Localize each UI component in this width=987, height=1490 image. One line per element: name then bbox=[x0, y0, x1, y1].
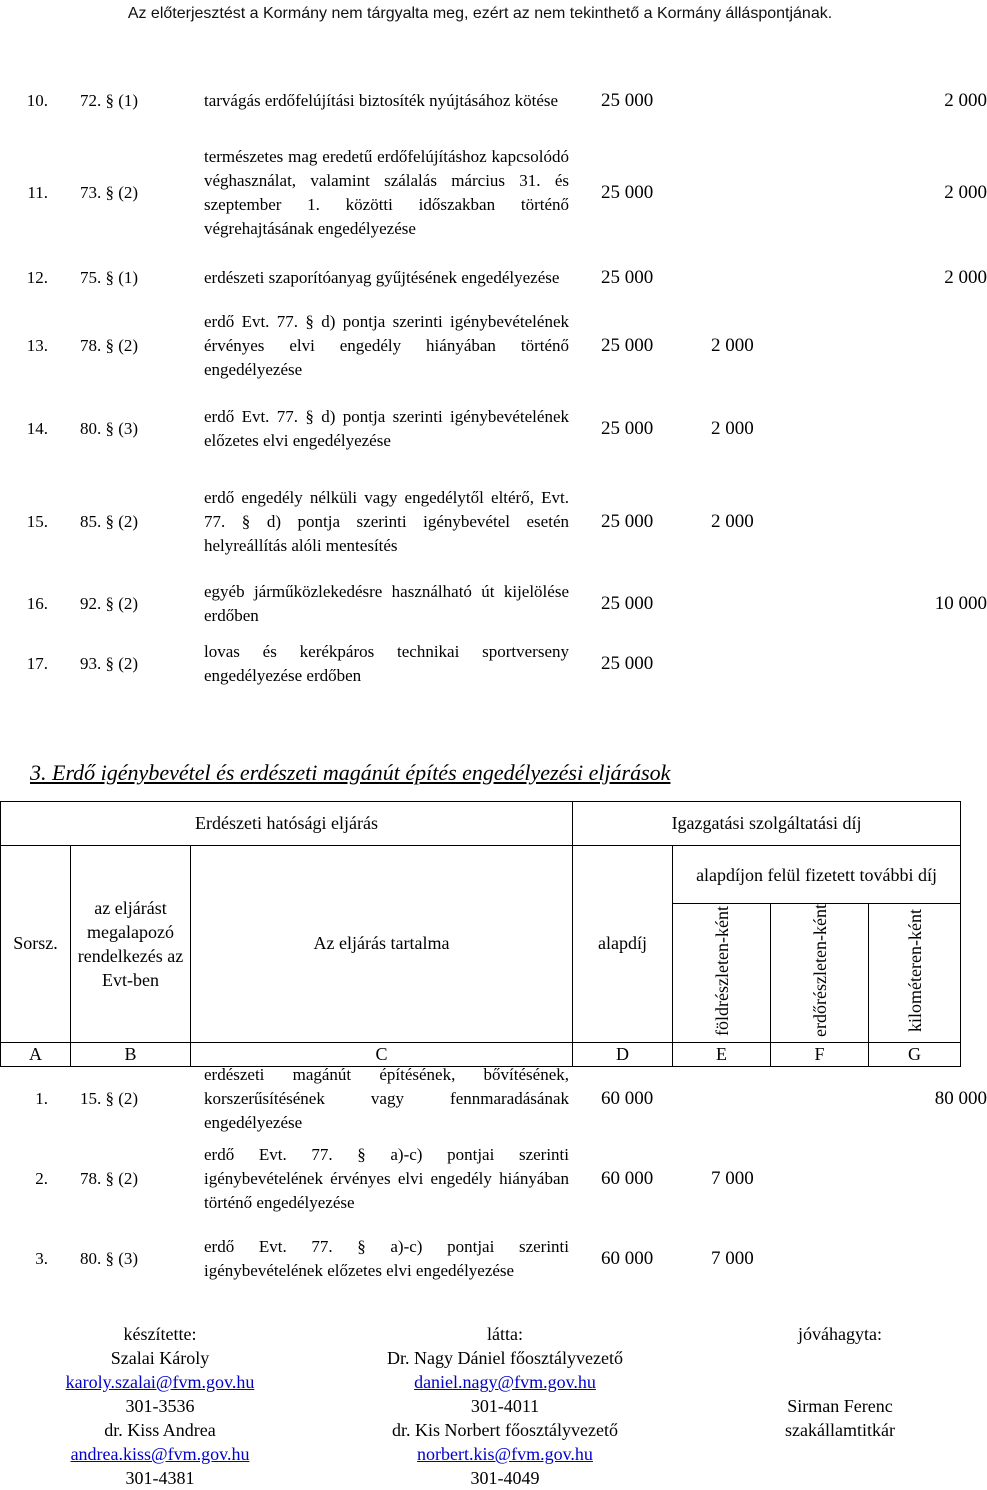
row-fee-f bbox=[811, 68, 891, 134]
row-description: erdő Evt. 77. § a)-c) pontjai szerinti igénybevételének érvényes elvi engedély hiányában történő engedélyezése bbox=[204, 1145, 569, 1212]
row-fee-f bbox=[811, 252, 891, 304]
row-description: erdészeti magánút építésének, bővítésének, korszerűsítésének vagy fennmaradásának engedélyezése bbox=[204, 1065, 569, 1132]
signature-approved-by bbox=[750, 1322, 930, 1442]
reviewed-label: látta: bbox=[487, 1324, 523, 1344]
row-fee-g bbox=[891, 634, 987, 694]
preparer-phone-2: 301-4381 bbox=[125, 1468, 195, 1488]
preparer-email-2[interactable]: andrea.kiss@fvm.gov.hu bbox=[70, 1444, 250, 1464]
row-number: 1. bbox=[35, 1089, 48, 1108]
approved-label: jóváhagyta: bbox=[798, 1324, 882, 1344]
row-paragraph: 80. § (3) bbox=[80, 1249, 139, 1268]
row-description: erdő Evt. 77. § d) pontja szerinti igénybevételének érvényes elvi engedély hiányában történő engedélyezése bbox=[204, 312, 569, 379]
reviewer-phone-2: 301-4049 bbox=[470, 1468, 540, 1488]
row-paragraph: 72. § (1) bbox=[80, 91, 139, 110]
row-base-fee: 60 000 bbox=[601, 1088, 654, 1109]
reviewer-email-2[interactable]: norbert.kis@fvm.gov.hu bbox=[417, 1444, 593, 1464]
row-number: 3. bbox=[35, 1249, 48, 1268]
row-base-fee: 60 000 bbox=[601, 1168, 654, 1189]
row-number: 10. bbox=[26, 91, 48, 110]
group-procedure-header: Erdészeti hatósági eljárás bbox=[1, 802, 573, 846]
column-letter: F bbox=[771, 1042, 869, 1066]
row-description: erdő Evt. 77. § d) pontja szerinti igénybevételének előzetes elvi engedélyezése bbox=[204, 407, 569, 450]
section-3-header-table bbox=[0, 801, 961, 1067]
col-e-header bbox=[673, 904, 771, 1043]
row-number: 11. bbox=[27, 183, 48, 202]
table-row bbox=[0, 470, 987, 574]
row-fee-e: 7 000 bbox=[711, 1168, 754, 1189]
row-fee-f bbox=[811, 574, 891, 634]
column-letter: E bbox=[673, 1042, 771, 1066]
row-fee-e bbox=[711, 134, 811, 252]
col-basis-header: az eljárást megalapozó rendelkezés az Evt-ben bbox=[71, 846, 191, 1043]
row-fee-e: 2 000 bbox=[711, 335, 754, 356]
col-alapdij-header: alapdíj bbox=[573, 846, 673, 1043]
row-number: 17. bbox=[26, 654, 48, 673]
row-base-fee: 25 000 bbox=[601, 182, 654, 203]
row-fee-f bbox=[811, 634, 891, 694]
row-fee-f bbox=[811, 1219, 891, 1299]
column-letter: B bbox=[71, 1042, 191, 1066]
column-letter: A bbox=[1, 1042, 71, 1066]
row-base-fee: 25 000 bbox=[601, 90, 654, 111]
reviewer-email-1[interactable]: daniel.nagy@fvm.gov.hu bbox=[414, 1372, 596, 1392]
table-row bbox=[0, 1139, 987, 1219]
row-base-fee: 60 000 bbox=[601, 1248, 654, 1269]
table-row bbox=[0, 252, 987, 304]
row-fee-e bbox=[711, 574, 811, 634]
row-paragraph: 85. § (2) bbox=[80, 512, 139, 531]
row-base-fee: 25 000 bbox=[601, 653, 654, 674]
row-paragraph: 15. § (2) bbox=[80, 1089, 139, 1108]
table-row bbox=[0, 1219, 987, 1299]
group-fee-header: Igazgatási szolgáltatási díj bbox=[573, 802, 961, 846]
table-row bbox=[0, 304, 987, 388]
row-paragraph: 73. § (2) bbox=[80, 183, 139, 202]
row-description: erdő engedély nélküli vagy engedélytől eltérő, Evt. 77. § d) pontja szerinti igénybevétel esetén helyreállítás alóli mentesítés bbox=[204, 488, 569, 555]
row-paragraph: 78. § (2) bbox=[80, 1169, 139, 1188]
table-row bbox=[0, 68, 987, 134]
reviewer-name-1: Dr. Nagy Dániel főosztályvezető bbox=[387, 1348, 623, 1368]
row-number: 12. bbox=[26, 268, 48, 287]
row-description: egyéb járműközlekedésre használható út kijelölése erdőben bbox=[204, 582, 569, 625]
row-description: tarvágás erdőfelújítási biztosíték nyújtásához kötése bbox=[204, 91, 559, 110]
row-paragraph: 75. § (1) bbox=[80, 268, 139, 287]
col-sorsz-header: Sorsz. bbox=[1, 846, 71, 1043]
row-fee-e: 2 000 bbox=[711, 418, 754, 439]
row-paragraph: 80. § (3) bbox=[80, 419, 139, 438]
table-row bbox=[0, 634, 987, 694]
row-fee-f bbox=[811, 134, 891, 252]
signature-prepared-by bbox=[40, 1322, 280, 1490]
approver-name: Sirman Ferenc bbox=[787, 1396, 893, 1416]
col-content-header: Az eljárás tartalma bbox=[191, 846, 573, 1043]
row-description: erdő Evt. 77. § a)-c) pontjai szerinti igénybevételének előzetes elvi engedélyezése bbox=[204, 1237, 569, 1280]
row-fee-g bbox=[891, 304, 987, 388]
row-fee-g: 2 000 bbox=[944, 182, 987, 203]
preparer-email-1[interactable]: karoly.szalai@fvm.gov.hu bbox=[65, 1372, 255, 1392]
table-row bbox=[0, 134, 987, 252]
row-description: természetes mag eredetű erdőfelújításhoz kapcsolódó véghasználat, valamint szálalás március 31. és szeptember 1. közötti időszakban történő végrehajtásának engedélyezése bbox=[204, 147, 569, 238]
row-fee-g bbox=[891, 1219, 987, 1299]
section-3-fee-table bbox=[0, 1059, 987, 1299]
table-row bbox=[0, 574, 987, 634]
row-fee-e bbox=[711, 68, 811, 134]
row-fee-e bbox=[711, 634, 811, 694]
col-g-header bbox=[869, 904, 961, 1043]
extra-fee-header: alapdíjon felül fizetett további díj bbox=[673, 846, 961, 904]
row-fee-e bbox=[711, 252, 811, 304]
table-row bbox=[0, 1059, 987, 1139]
row-number: 14. bbox=[26, 419, 48, 438]
row-base-fee: 25 000 bbox=[601, 335, 654, 356]
row-fee-e: 2 000 bbox=[711, 511, 754, 532]
row-number: 2. bbox=[35, 1169, 48, 1188]
row-fee-g bbox=[891, 388, 987, 470]
reviewer-phone-1: 301-4011 bbox=[470, 1396, 540, 1416]
row-number: 15. bbox=[26, 512, 48, 531]
row-fee-g: 10 000 bbox=[934, 593, 987, 614]
preparer-name-1: Szalai Károly bbox=[110, 1348, 210, 1368]
col-f-header bbox=[771, 904, 869, 1043]
column-letter: D bbox=[573, 1042, 673, 1066]
col-e-label: földrészleten-ként bbox=[711, 905, 732, 1036]
row-fee-e: 7 000 bbox=[711, 1248, 754, 1269]
row-number: 13. bbox=[26, 336, 48, 355]
row-fee-g: 2 000 bbox=[944, 267, 987, 288]
row-paragraph: 93. § (2) bbox=[80, 654, 139, 673]
row-paragraph: 78. § (2) bbox=[80, 336, 139, 355]
row-fee-g: 80 000 bbox=[934, 1088, 987, 1109]
preparer-name-2: dr. Kiss Andrea bbox=[104, 1420, 216, 1440]
document-header: Az előterjesztést a Kormány nem tárgyalta meg, ezért az nem tekinthető a Kormány álláspontjának. bbox=[127, 5, 833, 22]
row-base-fee: 25 000 bbox=[601, 267, 654, 288]
row-fee-g bbox=[891, 470, 987, 574]
row-base-fee: 25 000 bbox=[601, 511, 654, 532]
row-description: lovas és kerékpáros technikai sportverseny engedélyezése erdőben bbox=[204, 642, 569, 685]
section-3-title: 3. Erdő igénybevétel és erdészeti magánút építés engedélyezési eljárások bbox=[30, 760, 671, 785]
prepared-label: készítette: bbox=[123, 1324, 197, 1344]
approver-title: szakállamtitkár bbox=[785, 1420, 895, 1440]
col-g-label: kilométeren-ként bbox=[904, 908, 925, 1032]
row-paragraph: 92. § (2) bbox=[80, 594, 139, 613]
reviewer-name-2: dr. Kis Norbert főosztályvezető bbox=[392, 1420, 618, 1440]
row-fee-f bbox=[811, 388, 891, 470]
row-number: 16. bbox=[26, 594, 48, 613]
row-fee-f bbox=[811, 470, 891, 574]
row-fee-g bbox=[891, 1139, 987, 1219]
row-fee-e bbox=[711, 1059, 811, 1139]
table-row bbox=[0, 388, 987, 470]
fee-table-continued bbox=[0, 68, 987, 694]
preparer-phone-1: 301-3536 bbox=[125, 1396, 195, 1416]
row-fee-f bbox=[811, 1139, 891, 1219]
row-fee-f bbox=[811, 1059, 891, 1139]
row-base-fee: 25 000 bbox=[601, 418, 654, 439]
column-letter: G bbox=[869, 1042, 961, 1066]
signature-reviewed-by bbox=[355, 1322, 655, 1490]
column-letter: C bbox=[191, 1042, 573, 1066]
row-base-fee: 25 000 bbox=[601, 593, 654, 614]
col-f-label: erdőrészleten-ként bbox=[809, 904, 830, 1037]
approver-spacer bbox=[750, 1346, 930, 1394]
row-fee-g: 2 000 bbox=[944, 90, 987, 111]
row-fee-f bbox=[811, 304, 891, 388]
row-description: erdészeti szaporítóanyag gyűjtésének engedélyezése bbox=[204, 268, 560, 287]
